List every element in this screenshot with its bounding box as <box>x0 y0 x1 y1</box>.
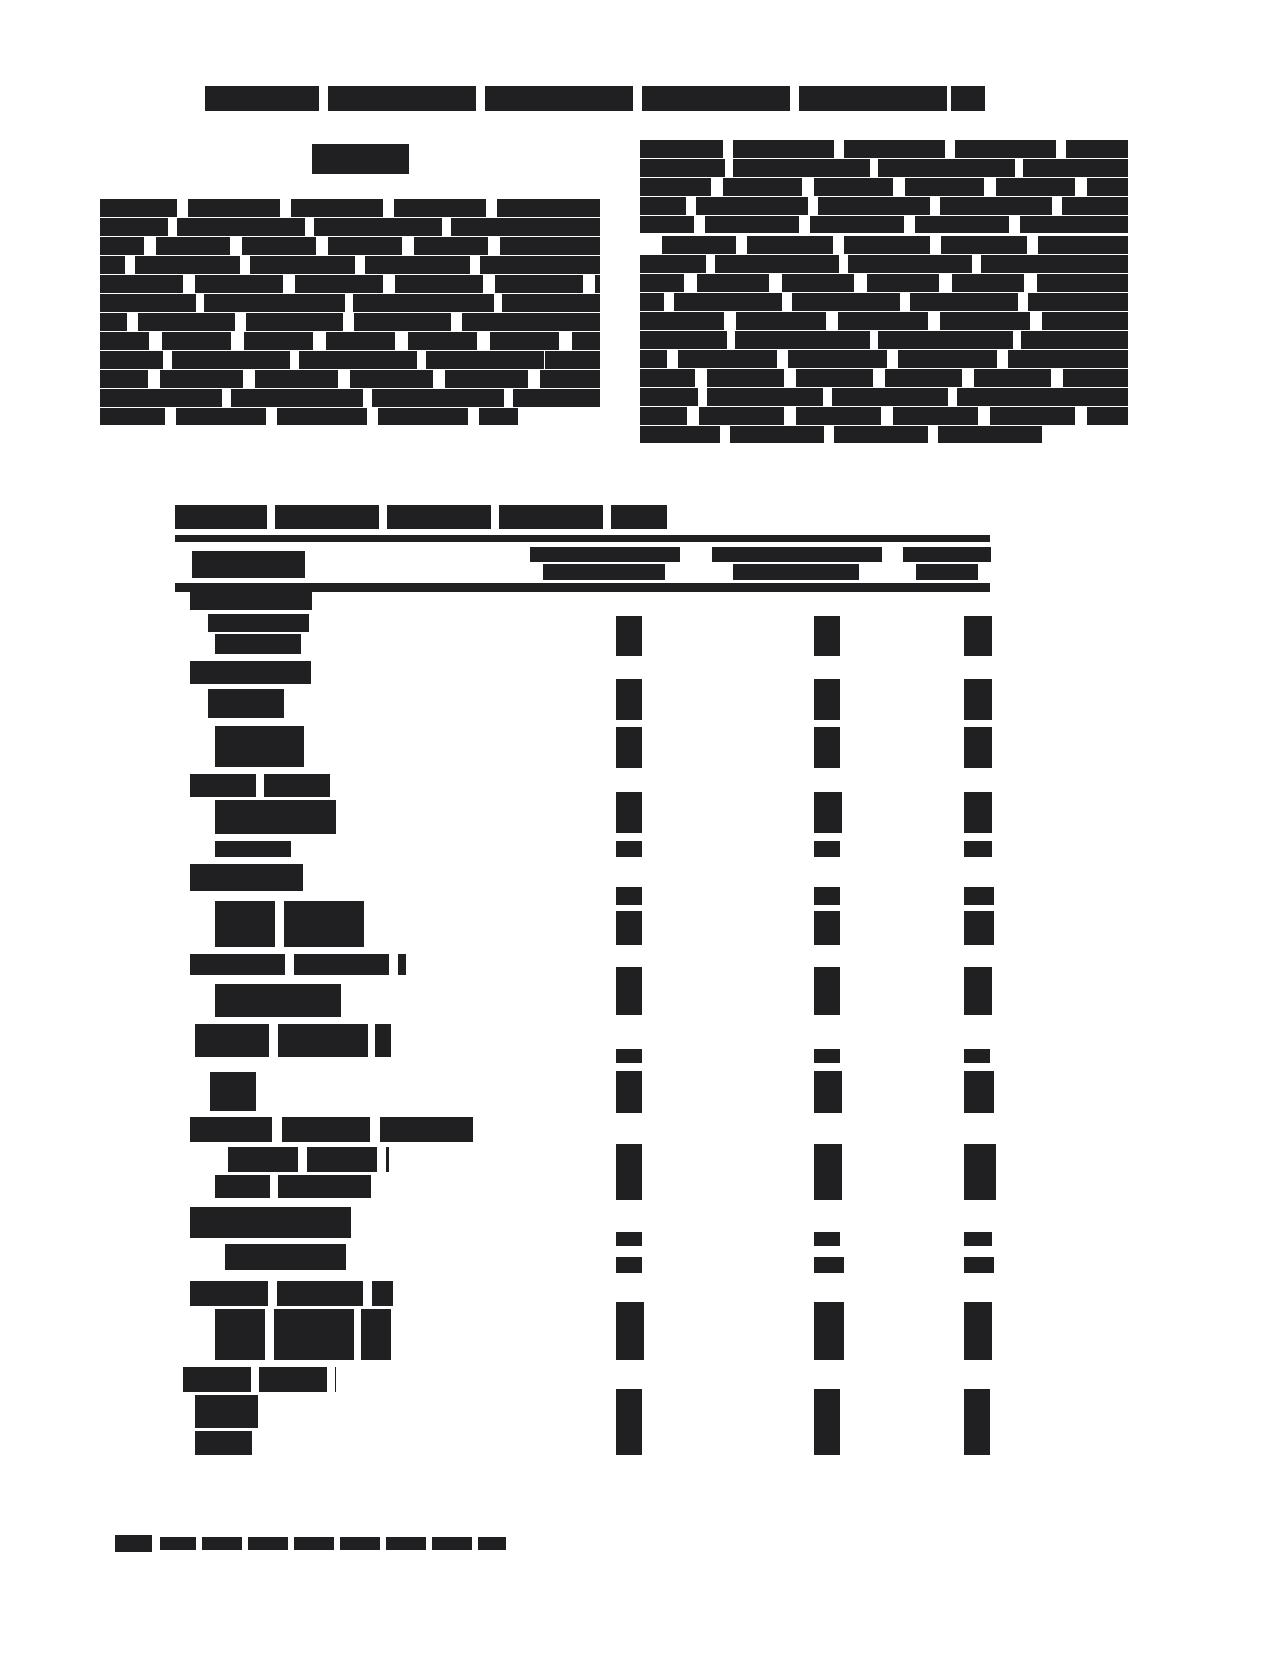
right-column-text-line-redacted <box>640 255 1128 273</box>
table-column-header-redacted <box>543 564 665 580</box>
footer-page-number-redacted <box>115 1535 152 1552</box>
table-row-label-redacted <box>190 1117 473 1142</box>
right-column-text-line-redacted <box>640 197 1128 215</box>
right-column-text-line-redacted <box>640 274 1128 292</box>
table-header-rule <box>175 583 990 592</box>
left-column-text-line-redacted <box>100 332 600 350</box>
table-cell-value-redacted <box>814 1389 840 1455</box>
table-cell-value-redacted <box>616 679 642 720</box>
table-row-label-redacted <box>215 841 291 857</box>
table-cell-value-redacted <box>616 616 642 656</box>
table-cell-value-redacted <box>964 841 992 857</box>
table-cell-value-redacted <box>814 1071 842 1113</box>
table-cell-value-redacted <box>814 841 840 857</box>
table-row-label-redacted <box>215 634 301 654</box>
table-cell-value-redacted <box>616 967 642 1015</box>
right-column-text-line-redacted <box>640 293 1128 311</box>
table-cell-value-redacted <box>616 1071 642 1113</box>
table-row-label-redacted <box>215 1175 371 1198</box>
left-column-text-line-redacted <box>100 351 600 369</box>
table-row-label-redacted <box>215 800 336 834</box>
table-row-label-redacted <box>210 1072 256 1111</box>
table-cell-value-redacted <box>964 1257 994 1273</box>
right-column-text-line-redacted <box>640 369 1128 387</box>
right-column-text-line-redacted <box>640 407 1128 425</box>
table-row-label-redacted <box>190 1207 351 1238</box>
left-column-text-line-redacted <box>100 199 600 217</box>
table-cell-value-redacted <box>814 1144 842 1200</box>
table-top-rule <box>175 535 990 542</box>
table-cell-value-redacted <box>964 727 992 768</box>
table-cell-value-redacted <box>814 792 842 833</box>
right-column-text-line-redacted <box>640 178 1128 196</box>
right-column-text-line-redacted <box>640 216 1128 233</box>
table-cell-value-redacted <box>814 1257 844 1273</box>
table-row-label-redacted <box>208 614 309 632</box>
table-row-label-redacted <box>190 774 336 797</box>
right-column-text-line-redacted <box>662 236 1128 254</box>
footer-citation-redacted <box>160 1537 506 1550</box>
table-column-header-redacted <box>916 564 978 580</box>
table-cell-value-redacted <box>814 1232 840 1246</box>
table-cell-value-redacted <box>964 1049 990 1063</box>
article-title-redacted <box>205 86 985 111</box>
table-row-label-redacted <box>215 901 364 947</box>
table-cell-value-redacted <box>616 1049 642 1063</box>
table-cell-value-redacted <box>814 967 840 1015</box>
table-column-header-redacted <box>903 547 991 562</box>
table-cell-value-redacted <box>814 1049 840 1063</box>
table-cell-value-redacted <box>964 1232 992 1246</box>
table-row-label-redacted <box>215 984 341 1017</box>
table-cell-value-redacted <box>616 887 642 905</box>
table-cell-value-redacted <box>814 679 840 720</box>
right-column-text-line-redacted <box>640 140 1128 158</box>
table-cell-value-redacted <box>616 1232 642 1246</box>
left-column-text-line-redacted <box>100 294 600 312</box>
right-column-text-line-redacted <box>640 426 1042 443</box>
table-cell-value-redacted <box>814 1302 844 1360</box>
table-cell-value-redacted <box>616 727 642 768</box>
table-cell-value-redacted <box>964 887 994 905</box>
section-heading-redacted <box>312 144 409 174</box>
right-column-text-line-redacted <box>640 350 1128 368</box>
table-row-label-redacted <box>195 1431 252 1455</box>
table-cell-value-redacted <box>616 1302 644 1360</box>
table-row-label-redacted <box>195 1395 258 1428</box>
table-cell-value-redacted <box>814 887 840 905</box>
table-cell-value-redacted <box>814 616 840 656</box>
table-column-header-redacted <box>712 547 882 562</box>
table-cell-value-redacted <box>964 1071 994 1113</box>
table-cell-value-redacted <box>964 911 994 945</box>
table-row-label-redacted <box>228 1147 389 1172</box>
left-column-text-line-redacted <box>100 389 600 407</box>
right-column-text-line-redacted <box>640 388 1128 406</box>
left-column-text-line-redacted <box>100 313 600 331</box>
table-column-header-redacted <box>733 564 859 580</box>
left-column-text-line-redacted <box>100 408 518 425</box>
table-row-label-redacted <box>183 1367 336 1392</box>
table-variable-header-redacted <box>192 551 305 578</box>
table-cell-value-redacted <box>964 1144 996 1200</box>
table-cell-value-redacted <box>616 792 642 833</box>
table-cell-value-redacted <box>814 911 840 945</box>
table-row-label-redacted <box>190 1281 393 1306</box>
table-caption-redacted <box>175 505 667 529</box>
left-column-text-line-redacted <box>100 218 600 236</box>
left-column-text-line-redacted <box>100 237 600 255</box>
table-cell-value-redacted <box>814 727 840 768</box>
table-row-label-redacted <box>190 592 312 610</box>
right-column-text-line-redacted <box>640 312 1128 330</box>
right-column-text-line-redacted <box>640 159 1128 177</box>
table-row-label-redacted <box>225 1244 346 1270</box>
table-cell-value-redacted <box>616 1144 642 1200</box>
right-column-text-line-redacted <box>640 331 1128 349</box>
table-row-label-redacted <box>215 726 304 767</box>
table-cell-value-redacted <box>964 967 992 1015</box>
table-row-label-redacted <box>215 1309 391 1360</box>
table-cell-value-redacted <box>616 841 642 857</box>
table-cell-value-redacted <box>616 911 642 945</box>
table-row-label-redacted <box>195 1024 391 1057</box>
left-column-text-line-redacted <box>100 275 600 293</box>
table-row-label-redacted <box>208 689 284 718</box>
table-cell-value-redacted <box>964 679 992 720</box>
table-cell-value-redacted <box>964 1389 990 1455</box>
table-cell-value-redacted <box>616 1389 642 1455</box>
table-row-label-redacted <box>190 954 406 975</box>
table-row-label-redacted <box>190 661 311 684</box>
left-column-text-line-redacted <box>100 256 600 274</box>
table-cell-value-redacted <box>964 792 992 833</box>
left-column-text-line-redacted <box>100 370 600 388</box>
table-cell-value-redacted <box>964 616 992 656</box>
table-column-header-redacted <box>530 547 680 562</box>
table-cell-value-redacted <box>616 1257 642 1273</box>
table-row-label-redacted <box>190 864 303 891</box>
table-cell-value-redacted <box>964 1302 992 1360</box>
